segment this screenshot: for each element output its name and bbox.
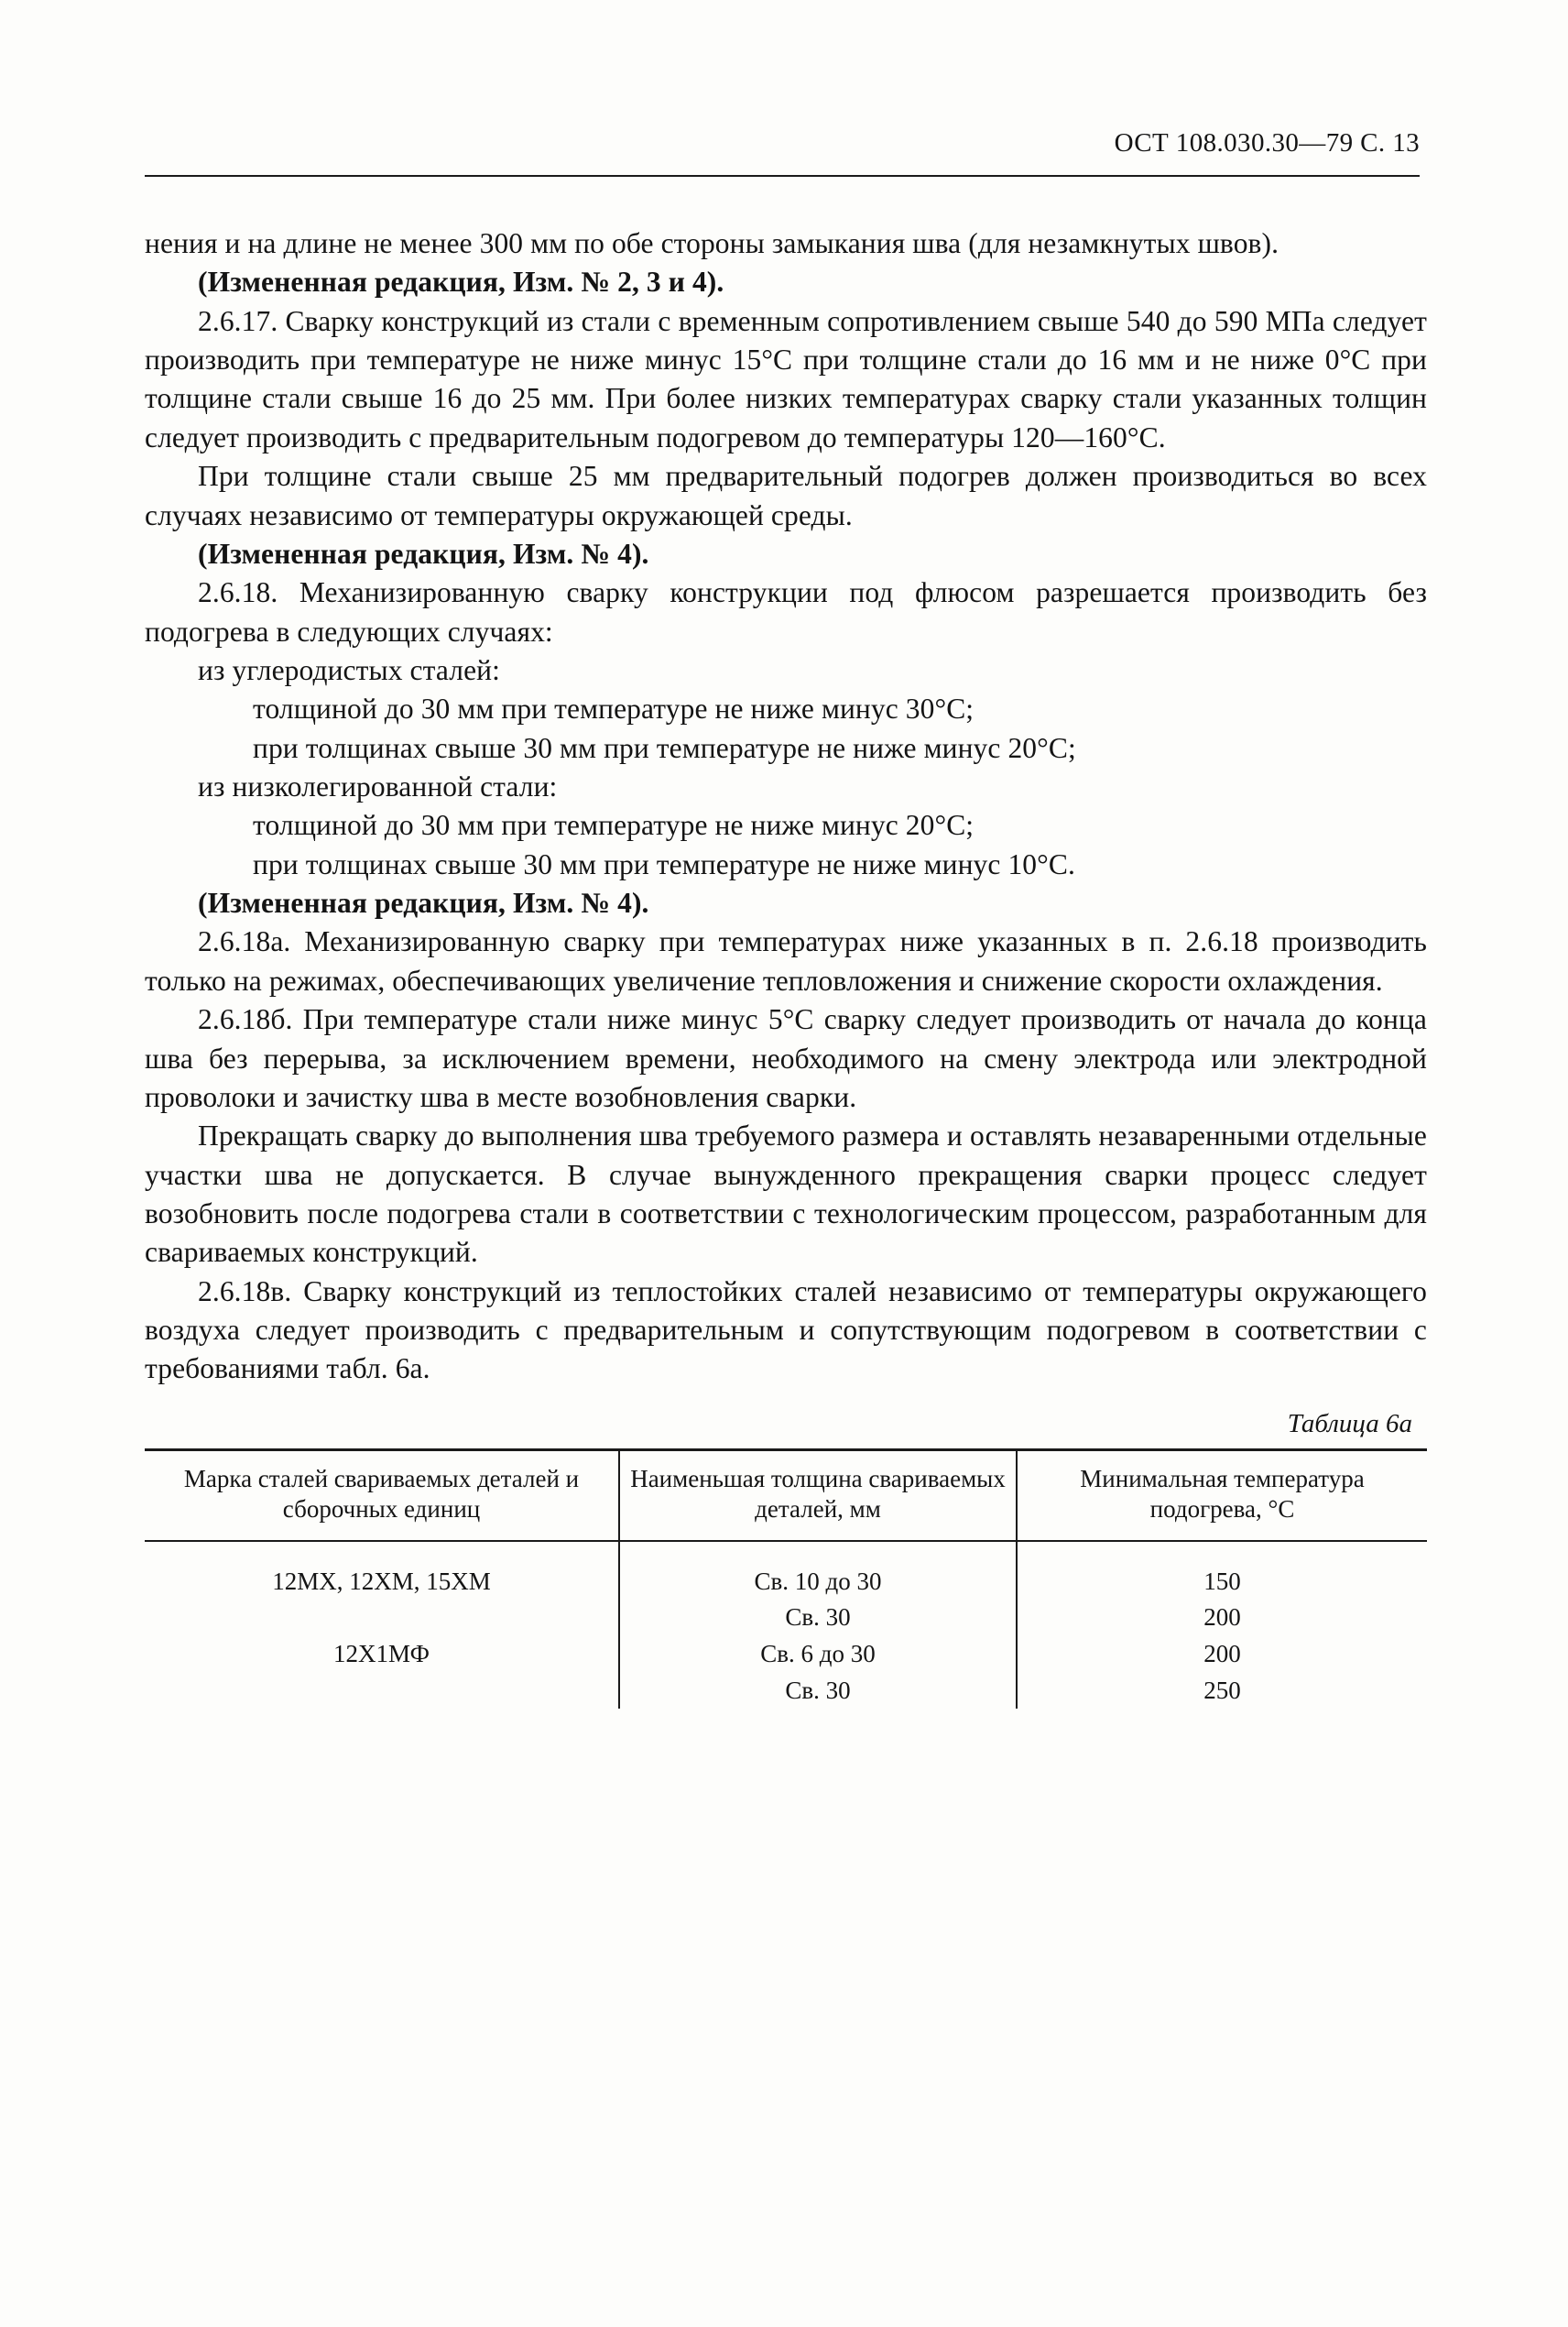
table-row (145, 1636, 1427, 1673)
list-item-low-alloy-thickness-over-30: при толщинах свыше 30 мм при температуре не ниже минус 10°С. (253, 847, 1075, 880)
table-row (145, 1541, 1427, 1600)
list-item-low-alloy-steels: из низколегированной стали: (198, 770, 558, 803)
cell-grade: 12Х1МФ (145, 1636, 619, 1673)
table-row (145, 1673, 1427, 1710)
column-header-grade: Марка сталей свариваемых деталей и сборочных единиц (145, 1449, 619, 1540)
cell-thickness: Св. 30 (619, 1673, 1017, 1710)
table-caption: Таблица 6а (1287, 1408, 1412, 1438)
column-header-temperature: Минимальная температура подогрева, °С (1017, 1449, 1427, 1540)
page-header (145, 0, 1427, 177)
clause-2-6-17: 2.6.17. Сварку конструкций из стали с временным сопротивлением свыше 540 до 590 МПа следует производить при температуре не ниже минус 15°С при толщине стали до 16 мм и не ниже 0°С при толщине стали свыше 16 до 25 мм. При более низких температурах сварку стали указанных толщин следует производить с предварительным подогревом до температуры 120—160°С. (145, 304, 1427, 453)
list-item-carbon-thickness-over-30: при толщинах свыше 30 мм при температуре не ниже минус 20°С; (253, 731, 1076, 764)
table-head (145, 1449, 1427, 1540)
paragraph-continuation: нения и на длине не менее 300 мм по обе стороны замыкания шва (для незамкнутых швов). (145, 227, 1279, 259)
list-item-carbon-steels: из углеродистых сталей: (198, 653, 500, 686)
table-body (145, 1541, 1427, 1710)
standard-designation: ОСТ 108.030.30—79 С. 13 (1114, 128, 1420, 158)
cell-thickness: Св. 6 до 30 (619, 1636, 1017, 1673)
clause-2-6-18: 2.6.18. Механизированную сварку конструкции под флюсом разрешается производить без подогрева в следующих случаях: (145, 576, 1427, 648)
clause-2-6-18b-cont: Прекращать сварку до выполнения шва требуемого размера и оставлять незаваренными отдельные участки шва не допускается. В случае вынужденного прекращения сварки процесс следует возобновить после подогрева стали в соответствии с технологическим процессом, разработанным для свариваемых конструкций. (145, 1120, 1427, 1269)
cell-temperature: 200 (1203, 1603, 1241, 1632)
cell-thickness: Св. 30 (619, 1600, 1017, 1636)
clause-2-6-18v: 2.6.18в. Сварку конструкций из теплостойких сталей независимо от температуры окружающего воздуха следует производить с предварительным и сопутствующим подогревом в соответствии с требованиями табл. 6а. (145, 1274, 1427, 1385)
revision-note-1: (Измененная редакция, Изм. № 2, 3 и 4). (198, 266, 724, 299)
cell-grade (145, 1600, 619, 1636)
clause-2-6-17-cont: При толщине стали свыше 25 мм предварительный подогрев должен производиться во всех случаях независимо от температуры окружающей среды. (145, 460, 1427, 531)
list-item-low-alloy-thickness-30: толщиной до 30 мм при температуре не ниже минус 20°С; (253, 809, 975, 842)
clause-2-6-18a: 2.6.18а. Механизированную сварку при температурах ниже указанных в п. 2.6.18 производить только на режимах, обеспечивающих увеличение тепловложения и снижение скорости охлаждения. (145, 925, 1427, 997)
column-header-thickness: Наименьшая толщина свариваемых деталей, мм (619, 1449, 1017, 1540)
cell-thickness: Св. 10 до 30 (619, 1541, 1017, 1600)
table-6a (145, 1448, 1427, 1709)
cell-temperature: 150 (1203, 1567, 1241, 1595)
revision-note-2: (Измененная редакция, Изм. № 4). (198, 537, 649, 570)
cell-temperature: 250 (1203, 1676, 1241, 1704)
clause-2-6-18b: 2.6.18б. При температуре стали ниже минус 5°С сварку следует производить от начала до конца шва без перерыва, за исключением времени, необходимого на смену электрода или электродной проволоки и зачистку шва в месте возобновления сварки. (145, 1003, 1427, 1113)
list-item-carbon-thickness-30: толщиной до 30 мм при температуре не ниже минус 30°С; (253, 693, 975, 726)
cell-grade: 12МХ, 12ХМ, 15ХМ (145, 1541, 619, 1600)
table-header-row (145, 1449, 1427, 1540)
cell-temperature: 200 (1203, 1639, 1241, 1667)
header-rule (145, 175, 1420, 177)
table-row (145, 1600, 1427, 1636)
page-content (145, 0, 1427, 1709)
cell-grade (145, 1673, 619, 1710)
revision-note-3: (Измененная редакция, Изм. № 4). (198, 887, 649, 920)
body-text (145, 224, 1427, 1389)
